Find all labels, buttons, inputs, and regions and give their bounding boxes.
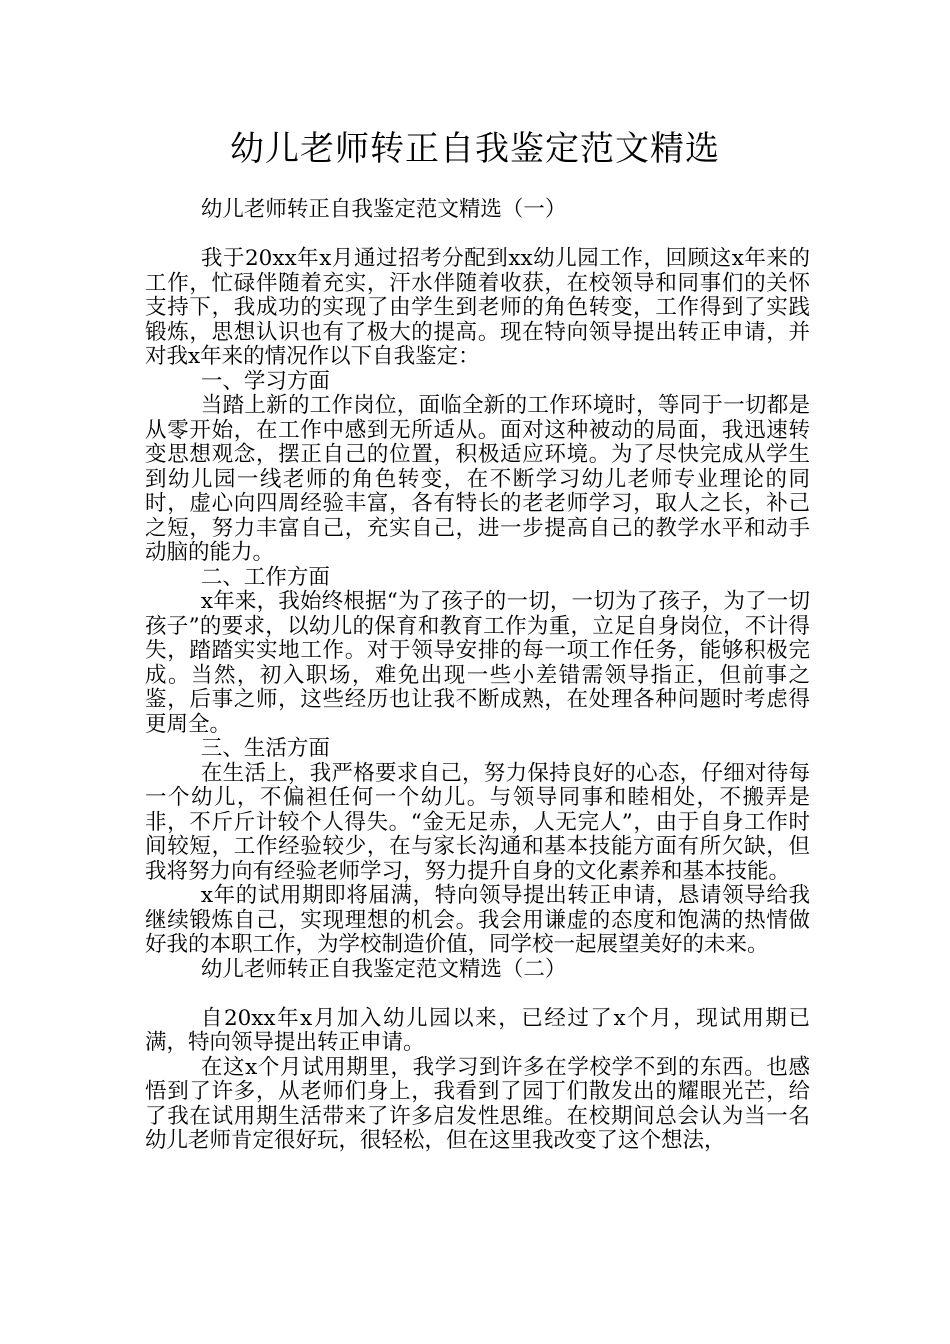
section-2-paragraph: 在这x个月试用期里，我学习到许多在学校学不到的东西。也感悟到了许多，从老师们身上，我看到了园丁们散发出的耀眼光芒，给了我在试用期生活带来了许多启发性思维。在校期间总会认为当一名幼儿老师肯定很好玩，很轻松，但在这里我改变了这个想法， (145, 1054, 810, 1153)
heading-work: 二、工作方面 (200, 564, 330, 590)
section-1-intro-paragraph: 我于20xx年x月通过招考分配到xx幼儿园工作，回顾这x年来的工作，忙碌伴随着充实，汗水伴随着收获，在校领导和同事们的关怀支持下，我成功的实现了由学生到老师的角色转变，工作得到了实践锻炼，思想认识也有了极大的提高。现在特向领导提出转正申请，并对我x年来的情况作以下自我鉴定： (145, 246, 810, 369)
heading-life: 三、生活方面 (200, 736, 330, 761)
document-title: 幼儿老师转正自我鉴定范文精选 (230, 129, 720, 169)
life-paragraph: 在生活上，我严格要求自己，努力保持良好的心态，仔细对待每一个幼儿，不偏袒任何一个幼儿。与领导同事和睦相处，不搬弄是非，不斤斤计较个人得失。“金无足赤，人无完人”，由于自身工作时间较短，工作经验较少，在与家长沟通和基本技能方面有所欠缺，但我将努力向有经验老师学习，努力提升自身的文化素养和基本技能。 (145, 760, 810, 884)
section-2-title: 幼儿老师转正自我鉴定范文精选（二） (200, 956, 567, 982)
work-paragraph: x年来，我始终根据“为了孩子的一切，一切为了孩子，为了一切孩子”的要求，以幼儿的保育和教育工作为重，立足自身岗位，不计得失，踏踏实实地工作。对于领导安排的每一项工作任务，能够积极完成。当然，初入职场，难免出现一些小差错需领导指正，但前事之鉴，后事之师，这些经历也让我不断成熟，在处理各种问题时考虑得更周全。 (145, 589, 810, 737)
heading-study: 一、学习方面 (200, 368, 330, 394)
closing-paragraph: x年的试用期即将届满，特向领导提出转正申请，恳请领导给我继续锻炼自己，实现理想的机会。我会用谦虚的态度和饱满的热情做好我的本职工作，为学校制造价值，同学校一起展望美好的未来。 (145, 883, 810, 957)
section-1-title: 幼儿老师转正自我鉴定范文精选（一） (200, 197, 567, 222)
study-paragraph: 当踏上新的工作岗位，面临全新的工作环境时，等同于一切都是从零开始，在工作中感到无所适从。面对这种被动的局面，我迅速转变思想观念，摆正自己的位置，积极适应环境。为了尽快完成从学生到幼儿园一线老师的角色转变，在不断学习幼儿老师专业理论的同时，虚心向四周经验丰富，各有特长的老老师学习，取人之长，补己之短，努力丰富自己，充实自己，进一步提高自己的教学水平和动手动脑的能力。 (145, 393, 810, 565)
document-body (145, 198, 810, 1154)
section-2-intro-paragraph: 自20xx年x月加入幼儿园以来，已经过了x个月，现试用期已满，特向领导提出转正申请。 (145, 1005, 810, 1055)
blank-line (145, 982, 810, 1007)
blank-line (145, 223, 810, 248)
